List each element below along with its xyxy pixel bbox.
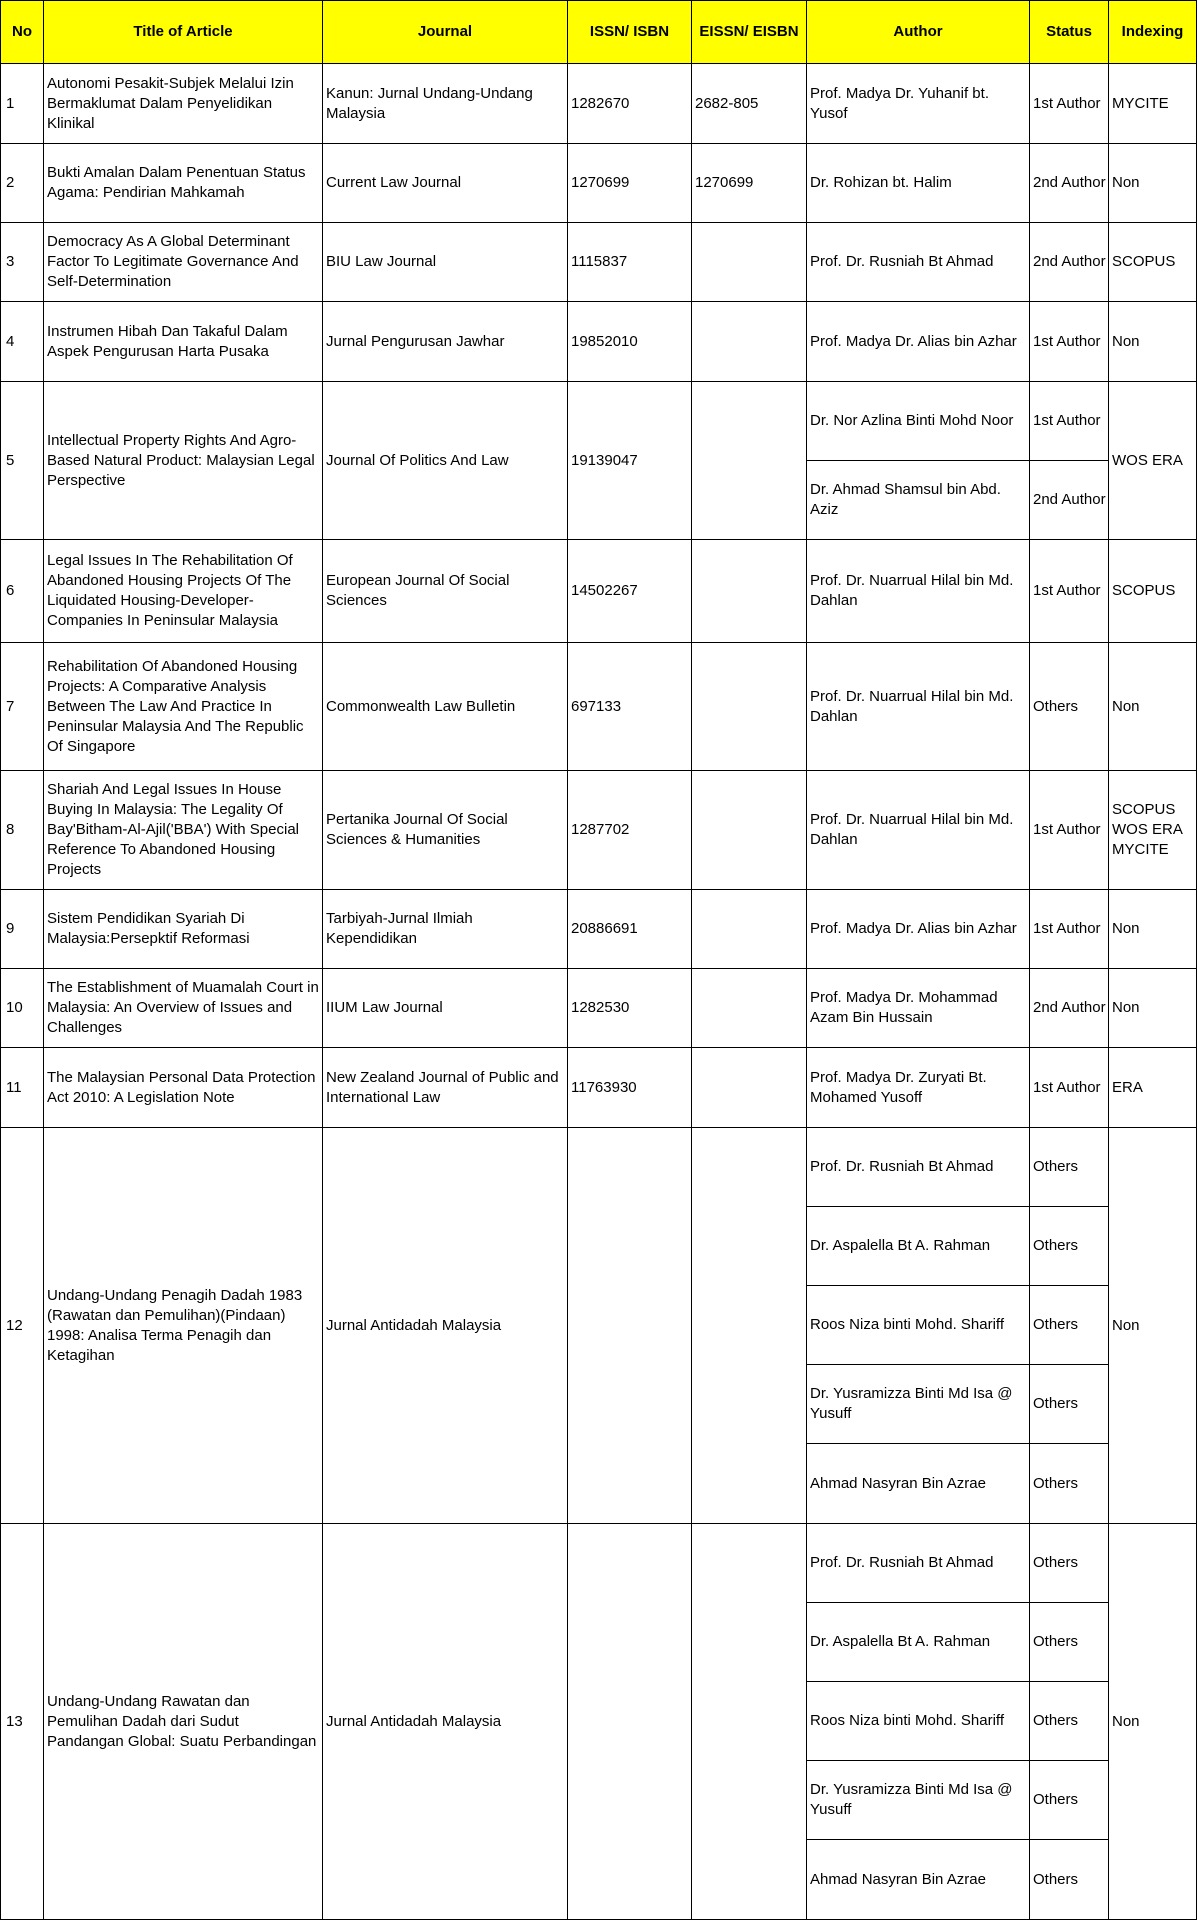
table-header [1, 1, 1197, 64]
author-name: Prof. Dr. Nuarrual Hilal bin Md. Dahlan [807, 771, 1030, 890]
author-name: Prof. Dr. Nuarrual Hilal bin Md. Dahlan [807, 540, 1030, 643]
eissn-value [692, 302, 807, 382]
author-name: Dr. Nor Azlina Binti Mohd Noor [807, 382, 1030, 461]
author-name: Dr. Aspalella Bt A. Rahman [807, 1207, 1030, 1286]
journal-name: Current Law Journal [323, 144, 568, 223]
author-name: Roos Niza binti Mohd. Shariff [807, 1286, 1030, 1365]
author-name: Prof. Madya Dr. Alias bin Azhar [807, 302, 1030, 382]
author-name: Prof. Madya Dr. Mohammad Azam Bin Hussain [807, 969, 1030, 1048]
issn-value: 1282670 [568, 64, 692, 144]
row-number: 6 [1, 540, 44, 643]
indexing-value: MYCITE [1109, 64, 1197, 144]
issn-value [568, 1128, 692, 1524]
journal-name: Tarbiyah-Jurnal Ilmiah Kependidikan [323, 890, 568, 969]
author-status: 1st Author [1030, 1048, 1109, 1128]
journal-name: BIU Law Journal [323, 223, 568, 302]
eissn-value [692, 643, 807, 771]
journal-name: Jurnal Antidadah Malaysia [323, 1524, 568, 1920]
header-row [1, 1, 1197, 64]
indexing-value: Non [1109, 890, 1197, 969]
author-status: Others [1030, 1207, 1109, 1286]
article-title: Rehabilitation Of Abandoned Housing Projects: A Comparative Analysis Between The Law And Practice In Peninsular Malaysia And The Republic Of Singapore [44, 643, 323, 771]
author-status: Others [1030, 1840, 1109, 1920]
article-title: Legal Issues In The Rehabilitation Of Abandoned Housing Projects Of The Liquidated Housing-Developer-Companies In Peninsular Malaysia [44, 540, 323, 643]
indexing-value: Non [1109, 1128, 1197, 1524]
eissn-value [692, 969, 807, 1048]
indexing-value: SCOPUS [1109, 223, 1197, 302]
author-status: Others [1030, 1524, 1109, 1603]
article-title: Undang-Undang Penagih Dadah 1983 (Rawatan dan Pemulihan)(Pindaan) 1998: Analisa Terma Penagih dan Ketagihan [44, 1128, 323, 1524]
indexing-value: Non [1109, 144, 1197, 223]
issn-value: 19139047 [568, 382, 692, 540]
issn-value: 1287702 [568, 771, 692, 890]
author-status: 2nd Author [1030, 969, 1109, 1048]
issn-value: 14502267 [568, 540, 692, 643]
table-row [1, 382, 1197, 461]
row-number: 1 [1, 64, 44, 144]
table-row [1, 969, 1197, 1048]
issn-value: 1282530 [568, 969, 692, 1048]
table-row [1, 144, 1197, 223]
eissn-value [692, 1048, 807, 1128]
journal-name: New Zealand Journal of Public and International Law [323, 1048, 568, 1128]
header-eissn: EISSN/ EISBN [692, 1, 807, 64]
indexing-value: Non [1109, 1524, 1197, 1920]
journal-name: IIUM Law Journal [323, 969, 568, 1048]
author-status: Others [1030, 1444, 1109, 1524]
row-number: 10 [1, 969, 44, 1048]
table-row [1, 302, 1197, 382]
issn-value: 1115837 [568, 223, 692, 302]
author-name: Prof. Dr. Rusniah Bt Ahmad [807, 223, 1030, 302]
article-title: Intellectual Property Rights And Agro-Based Natural Product: Malaysian Legal Perspective [44, 382, 323, 540]
author-status: 1st Author [1030, 64, 1109, 144]
row-number: 3 [1, 223, 44, 302]
author-status: 2nd Author [1030, 223, 1109, 302]
indexing-value: SCOPUS [1109, 540, 1197, 643]
row-number: 7 [1, 643, 44, 771]
author-status: 1st Author [1030, 540, 1109, 643]
author-name: Prof. Madya Dr. Alias bin Azhar [807, 890, 1030, 969]
journal-name: Pertanika Journal Of Social Sciences & Humanities [323, 771, 568, 890]
journal-name: Jurnal Pengurusan Jawhar [323, 302, 568, 382]
indexing-value: ERA [1109, 1048, 1197, 1128]
table-row [1, 223, 1197, 302]
journal-name: Journal Of Politics And Law [323, 382, 568, 540]
article-title: Bukti Amalan Dalam Penentuan Status Agama: Pendirian Mahkamah [44, 144, 323, 223]
author-status: Others [1030, 1682, 1109, 1761]
table-row [1, 64, 1197, 144]
table-row [1, 771, 1197, 890]
author-status: 2nd Author [1030, 461, 1109, 540]
author-name: Dr. Rohizan bt. Halim [807, 144, 1030, 223]
article-title: The Establishment of Muamalah Court in Malaysia: An Overview of Issues and Challenges [44, 969, 323, 1048]
eissn-value: 2682-805 [692, 64, 807, 144]
eissn-value [692, 1128, 807, 1524]
article-title: Autonomi Pesakit-Subjek Melalui Izin Bermaklumat Dalam Penyelidikan Klinikal [44, 64, 323, 144]
issn-value: 1270699 [568, 144, 692, 223]
header-title: Title of Article [44, 1, 323, 64]
indexing-value: Non [1109, 302, 1197, 382]
table-row [1, 1128, 1197, 1207]
author-status: 1st Author [1030, 382, 1109, 461]
article-title: The Malaysian Personal Data Protection Act 2010: A Legislation Note [44, 1048, 323, 1128]
author-name: Dr. Aspalella Bt A. Rahman [807, 1603, 1030, 1682]
row-number: 5 [1, 382, 44, 540]
article-title: Sistem Pendidikan Syariah Di Malaysia:Persepktif Reformasi [44, 890, 323, 969]
author-name: Prof. Madya Dr. Zuryati Bt. Mohamed Yusoff [807, 1048, 1030, 1128]
table-row [1, 1524, 1197, 1603]
author-status: Others [1030, 1603, 1109, 1682]
author-status: 1st Author [1030, 771, 1109, 890]
author-status: 1st Author [1030, 890, 1109, 969]
author-name: Prof. Dr. Rusniah Bt Ahmad [807, 1128, 1030, 1207]
author-name: Prof. Dr. Rusniah Bt Ahmad [807, 1524, 1030, 1603]
header-issn: ISSN/ ISBN [568, 1, 692, 64]
indexing-value: SCOPUS WOS ERA MYCITE [1109, 771, 1197, 890]
header-no: No [1, 1, 44, 64]
issn-value: 697133 [568, 643, 692, 771]
issn-value: 11763930 [568, 1048, 692, 1128]
author-name: Dr. Yusramizza Binti Md Isa @ Yusuff [807, 1365, 1030, 1444]
header-author: Author [807, 1, 1030, 64]
indexing-value: Non [1109, 969, 1197, 1048]
author-status: Others [1030, 1286, 1109, 1365]
row-number: 13 [1, 1524, 44, 1920]
eissn-value [692, 382, 807, 540]
author-name: Roos Niza binti Mohd. Shariff [807, 1682, 1030, 1761]
journal-name: European Journal Of Social Sciences [323, 540, 568, 643]
issn-value: 19852010 [568, 302, 692, 382]
table-row [1, 1048, 1197, 1128]
row-number: 8 [1, 771, 44, 890]
indexing-value: WOS ERA [1109, 382, 1197, 540]
eissn-value: 1270699 [692, 144, 807, 223]
journal-name: Jurnal Antidadah Malaysia [323, 1128, 568, 1524]
article-title: Shariah And Legal Issues In House Buying In Malaysia: The Legality Of Bay'Bitham-Al-Ajil('BBA') With Special Reference To Abandoned Housing Projects [44, 771, 323, 890]
author-status: 2nd Author [1030, 144, 1109, 223]
header-indexing: Indexing [1109, 1, 1197, 64]
author-status: Others [1030, 1128, 1109, 1207]
author-name: Ahmad Nasyran Bin Azrae [807, 1444, 1030, 1524]
author-status: 1st Author [1030, 302, 1109, 382]
table-row [1, 890, 1197, 969]
indexing-value: Non [1109, 643, 1197, 771]
table-row [1, 643, 1197, 771]
issn-value: 20886691 [568, 890, 692, 969]
article-title: Democracy As A Global Determinant Factor To Legitimate Governance And Self-Determination [44, 223, 323, 302]
journal-name: Kanun: Jurnal Undang-Undang Malaysia [323, 64, 568, 144]
eissn-value [692, 540, 807, 643]
table-body [1, 64, 1197, 1920]
author-name: Prof. Dr. Nuarrual Hilal bin Md. Dahlan [807, 643, 1030, 771]
article-title: Undang-Undang Rawatan dan Pemulihan Dadah dari Sudut Pandangan Global: Suatu Perbandingan [44, 1524, 323, 1920]
author-name: Dr. Yusramizza Binti Md Isa @ Yusuff [807, 1761, 1030, 1840]
article-title: Instrumen Hibah Dan Takaful Dalam Aspek Pengurusan Harta Pusaka [44, 302, 323, 382]
row-number: 2 [1, 144, 44, 223]
author-name: Dr. Ahmad Shamsul bin Abd. Aziz [807, 461, 1030, 540]
author-name: Ahmad Nasyran Bin Azrae [807, 1840, 1030, 1920]
issn-value [568, 1524, 692, 1920]
author-status: Others [1030, 643, 1109, 771]
author-name: Prof. Madya Dr. Yuhanif bt. Yusof [807, 64, 1030, 144]
eissn-value [692, 1524, 807, 1920]
row-number: 11 [1, 1048, 44, 1128]
table-row [1, 540, 1197, 643]
header-status: Status [1030, 1, 1109, 64]
row-number: 12 [1, 1128, 44, 1524]
row-number: 4 [1, 302, 44, 382]
author-status: Others [1030, 1761, 1109, 1840]
eissn-value [692, 771, 807, 890]
row-number: 9 [1, 890, 44, 969]
eissn-value [692, 890, 807, 969]
journal-name: Commonwealth Law Bulletin [323, 643, 568, 771]
header-journal: Journal [323, 1, 568, 64]
eissn-value [692, 223, 807, 302]
author-status: Others [1030, 1365, 1109, 1444]
